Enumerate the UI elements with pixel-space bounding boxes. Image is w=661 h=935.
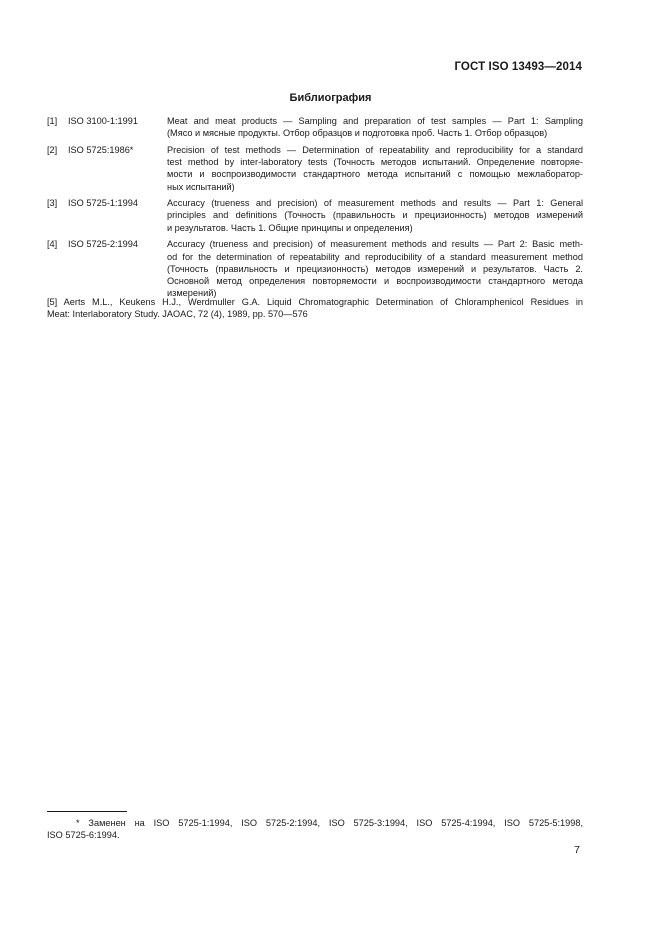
entry-line: Основной метод определения повторяемости и воспроизводимости стандартного метода <box>167 275 583 286</box>
entry-code: ISO 3100-1:1991 <box>68 116 138 126</box>
bibliography-title: Библиография <box>289 92 372 104</box>
entry-line: и результатов. Часть 1. Общие принципы и определения) <box>167 222 413 233</box>
entry-number: [3] <box>47 198 58 209</box>
entry-code: ISO 5725-1:1994 <box>68 198 138 209</box>
entry-line: Accuracy (trueness and precision) of measurement methods and results — Part 1: General <box>167 198 583 209</box>
entry-line: измерений) <box>167 288 217 299</box>
entry-text <box>167 144 583 193</box>
entry-line: (Точность (правильность и прецизионность) методов измерений и результатов. Часть 2. <box>167 263 583 274</box>
bibliography-entry-1 <box>47 115 583 139</box>
entry-number: [2] <box>47 144 58 155</box>
entry-line: Precision of test methods — Determination of repeatability and reproducibility for a standard <box>167 144 583 155</box>
footnote <box>47 817 583 841</box>
entry-line: ных испытаний) <box>167 181 235 192</box>
entry-line: principles and definitions (Точность (правильность и прецизионность) методов измерений <box>167 210 583 221</box>
footnote-divider <box>47 811 127 812</box>
entry-text <box>167 115 583 139</box>
standard-code: ГОСТ ISO 13493—2014 <box>454 61 582 73</box>
entry-line: (Мясо и мясные продукты. Отбор образцов и подготовка проб. Часть 1. Отбор образцов) <box>167 128 548 139</box>
entry-line: od for the determination of repeatability and reproducibility of a standard measurement method <box>167 251 583 262</box>
entry-text <box>167 238 583 299</box>
entry-line: Meat and meat products — Sampling and preparation of test samples — Part 1: Sampling <box>167 116 583 126</box>
bibliography-entry-2 <box>47 144 583 193</box>
entry-code: ISO 5725:1986* <box>68 144 134 155</box>
entry-number: [4] <box>47 239 58 250</box>
bibliography-entry-3 <box>47 197 583 234</box>
entry-line: test method by inter-laboratory tests (Точность методов испытаний. Определение повторяе- <box>167 157 583 168</box>
entry-line: [5] Aerts M.L., Keukens H.J., Werdmuller G.A. Liquid Chromatographic Determination of Chloramphenicol Residues in <box>47 297 583 307</box>
footnote-line: * Заменен на ISO 5725-1:1994, ISO 5725-2:1994, ISO 5725-3:1994, ISO 5725-4:1994, ISO 5725-5:1998, <box>76 818 583 828</box>
bibliography-list <box>47 115 583 304</box>
entry-line: мости и воспроизводимости стандартного метода испытаний с помощью межлаборатор- <box>167 169 583 180</box>
entry-number: [1] <box>47 116 58 126</box>
entry-text <box>167 197 583 234</box>
entry-code: ISO 5725-2:1994 <box>68 239 138 250</box>
bibliography-entry-5 <box>47 296 583 320</box>
page-number: 7 <box>574 844 580 856</box>
footnote-line: ISO 5725-6:1994. <box>47 830 120 841</box>
entry-line: Meat: Interlaboratory Study. JAOAC, 72 (4), 1989, pp. 570—576 <box>47 309 308 320</box>
bibliography-entry-4 <box>47 238 583 299</box>
entry-line: Accuracy (trueness and precision) of measurement methods and results — Part 2: Basic meth- <box>167 239 583 250</box>
